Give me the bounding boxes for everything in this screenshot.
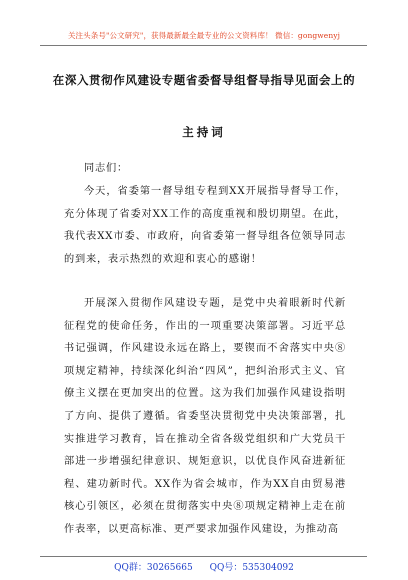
paragraph-1: 今天，省委第一督导组专程到XX开展指导督导工作，充分体现了省委对XX工作的高度重视和殷切期望。在此，我代表XX市委、市政府，向省委第一督导组各位领导同志的到来，表示热烈的欢迎和衷心的感谢！ [64, 186, 346, 265]
header-divider [40, 45, 367, 46]
document-title-line-1: 在深入贯彻作风建设专题省委督导组督导指导见面会上的 [52, 73, 356, 87]
footer-qq-number: QQ号：535304092 [209, 563, 294, 573]
greeting: 同志们： [84, 163, 128, 174]
paragraph-2: 开展深入贯彻作风建设专题，是党中央着眼新时代新征程党的使命任务，作出的一项重要决策部署。习近平总书记强调，作风建设永远在路上，要锲而不舍落实中央⑧项规定精神，持续深化纠治“四风”，把纠治形式主义、官僚主义摆在更加突出的位置。这为我们加强作风建设指明了方向、提供了遵循。省委坚决贯彻党中央决策部署，扎实推进学习教育，旨在推动全省各级党组织和广大党员干部进一步增强纪律意识、规矩意识，以优良作风奋进新征程、建功新时代。XX作为省会城市，作为XX自由贸易港核心引领区，必须在贯彻落实中央⑧项规定精神上走在前作表率，以更高标准、更严要求加强作风建设，为推动高 [64, 298, 346, 535]
header-note: 关注头条号"公文研究"，获得最新最全最专业的公文资料库！ 微信：gongwenyj [67, 31, 341, 40]
document-title-line-2: 主持词 [182, 125, 226, 139]
footer [0, 560, 408, 573]
footer-divider [40, 556, 367, 557]
footer-qq-group: QQ群：30265665 [114, 563, 193, 573]
